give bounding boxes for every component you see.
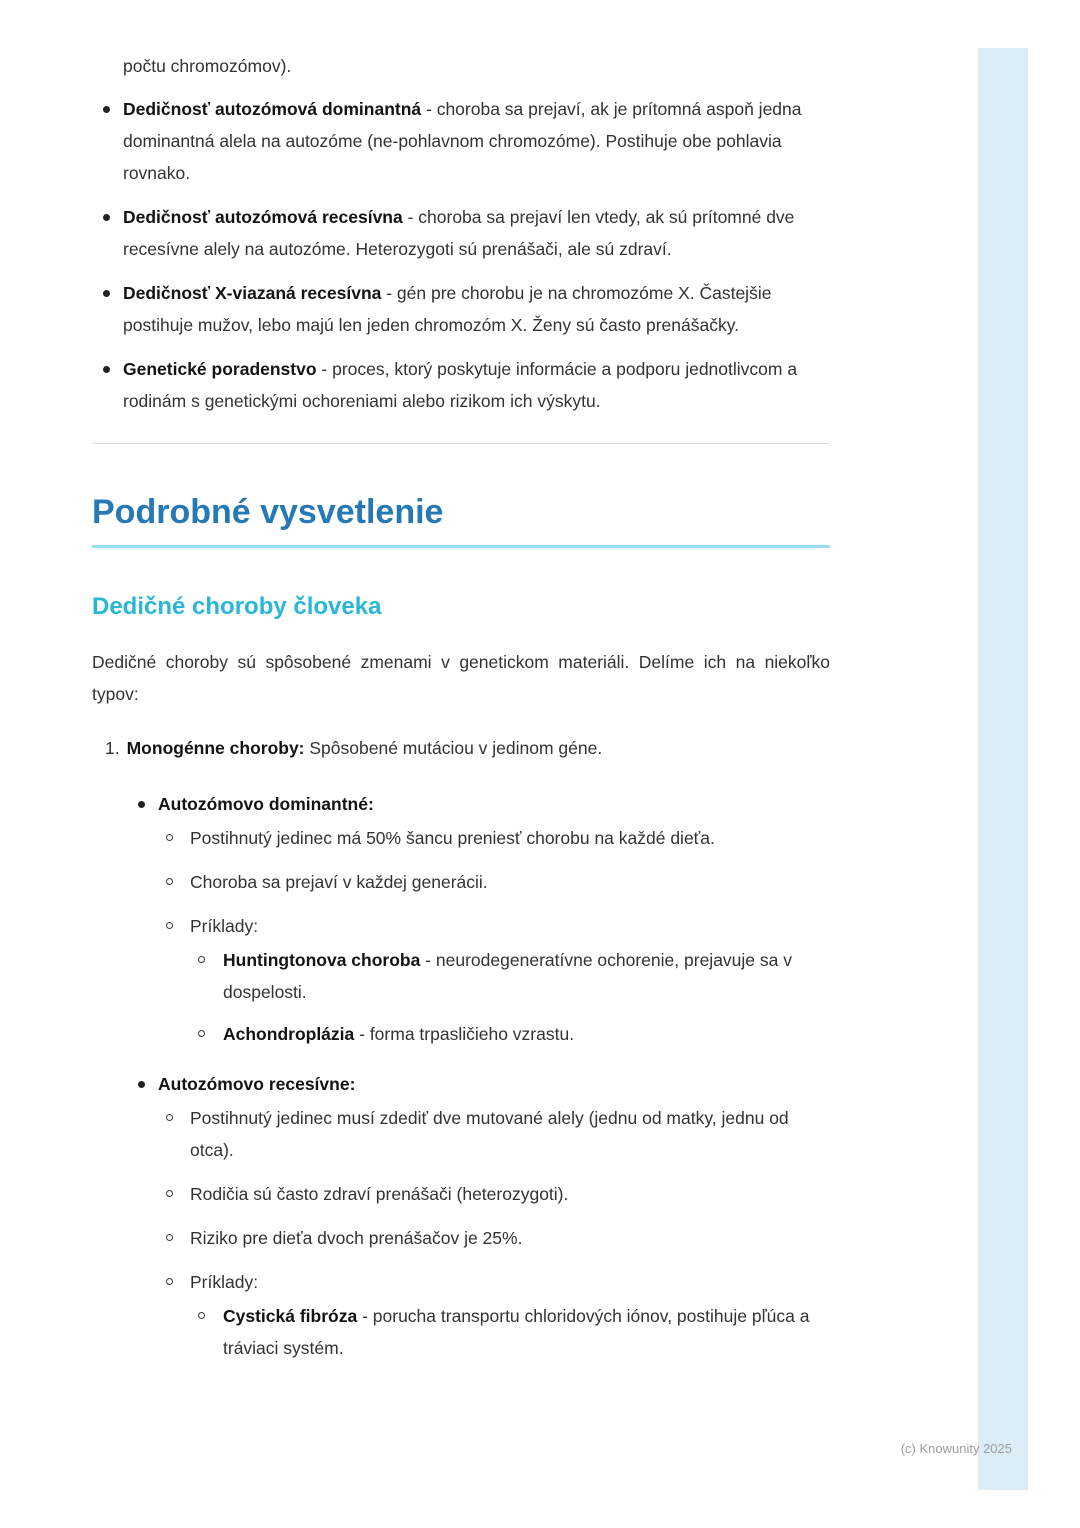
point-item bbox=[158, 822, 830, 854]
point-text: Choroba sa prejaví v každej generácii. bbox=[190, 872, 488, 892]
definition-item bbox=[92, 277, 830, 341]
group-title: Autozómovo recesívne: bbox=[158, 1074, 356, 1094]
example-text: - forma trpasličieho vzrastu. bbox=[354, 1024, 575, 1044]
example-term: Cystická fibróza bbox=[223, 1306, 358, 1326]
point-text: Rodičia sú často zdraví prenášači (heterozygoti). bbox=[190, 1184, 569, 1204]
group-item-dominant bbox=[92, 788, 830, 1050]
point-item bbox=[158, 1102, 830, 1166]
paragraph-fragment: počtu chromozómov). bbox=[123, 56, 292, 76]
point-item bbox=[158, 866, 830, 898]
document-content bbox=[92, 50, 830, 1382]
point-text: Postihnutý jedinec musí zdediť dve mutované alely (jednu od matky, jednu od otca). bbox=[190, 1108, 789, 1160]
group-points-list bbox=[158, 1102, 830, 1364]
examples-list bbox=[190, 1300, 830, 1364]
group-item-recessive bbox=[92, 1068, 830, 1364]
definition-item bbox=[92, 353, 830, 417]
definitions-list bbox=[92, 93, 830, 417]
definition-term: Genetické poradenstvo bbox=[123, 359, 317, 379]
example-item bbox=[190, 1300, 830, 1364]
definition-text: - choroba sa prejaví len vtedy, ak sú prítomné dve recesívne alely na autozóme. Heterozygoti sú prenášači, ale sú zdraví. bbox=[123, 207, 795, 259]
example-item bbox=[190, 944, 830, 1008]
definition-term: Dedičnosť autozómová dominantná bbox=[123, 99, 422, 119]
definition-term: Dedičnosť X-viazaná recesívna bbox=[123, 283, 382, 303]
examples-list bbox=[190, 944, 830, 1050]
point-item bbox=[158, 1178, 830, 1210]
intro-paragraph: Dedičné choroby sú spôsobené zmenami v genetickom materiáli. Delíme ich na niekoľko typov: bbox=[92, 652, 830, 704]
example-term: Huntingtonova choroba bbox=[223, 950, 421, 970]
item-number: 1. bbox=[105, 738, 120, 758]
point-text: Riziko pre dieťa dvoch prenášačov je 25%. bbox=[190, 1228, 523, 1248]
point-item bbox=[158, 1222, 830, 1254]
definition-term: Dedičnosť autozómová recesívna bbox=[123, 207, 403, 227]
numbered-item-heading bbox=[92, 732, 830, 764]
numbered-list bbox=[92, 732, 830, 1364]
numbered-item-term: Monogénne choroby: bbox=[126, 738, 305, 758]
section-title: Podrobné vysvetlenie bbox=[92, 493, 444, 531]
group-title: Autozómovo dominantné: bbox=[158, 794, 374, 814]
example-text: - neurodegeneratívne ochorenie, prejavuje sa v dospelosti. bbox=[223, 950, 792, 1002]
definition-text: - gén pre chorobu je na chromozóme X. Častejšie postihuje mužov, lebo majú len jeden chromozóm X. Ženy sú často prenášačky. bbox=[123, 283, 772, 335]
definition-text: - choroba sa prejaví, ak je prítomná aspoň jedna dominantná alela na autozóme (ne-pohlavnom chromozóme). Postihuje obe pohlavia rovnako. bbox=[123, 99, 802, 183]
example-term: Achondroplázia bbox=[223, 1024, 355, 1044]
point-item-examples bbox=[158, 910, 830, 1050]
point-text: Postihnutý jedinec má 50% šancu preniesť chorobu na každé dieťa. bbox=[190, 828, 715, 848]
example-item bbox=[190, 1018, 830, 1050]
examples-label: Príklady: bbox=[190, 1272, 259, 1292]
group-points-list bbox=[158, 822, 830, 1050]
copyright-text: (c) Knowunity 2025 bbox=[900, 1441, 1012, 1456]
definition-text: - proces, ktorý poskytuje informácie a podporu jednotlivcom a rodinám s genetickými ochoreniami alebo rizikom ich výskytu. bbox=[123, 359, 798, 411]
section-title-underline bbox=[92, 545, 830, 548]
point-item-examples bbox=[158, 1266, 830, 1364]
subsection-title: Dedičné choroby človeka bbox=[92, 593, 382, 620]
examples-label: Príklady: bbox=[190, 916, 259, 936]
example-text: - porucha transportu chloridových iónov, postihuje pľúca a tráviaci systém. bbox=[223, 1306, 810, 1358]
inheritance-groups-list bbox=[92, 788, 830, 1364]
section-divider bbox=[92, 443, 830, 444]
numbered-item-text: Spôsobené mutáciou v jedinom géne. bbox=[304, 738, 603, 758]
definition-item bbox=[92, 201, 830, 265]
decorative-side-strip bbox=[978, 48, 1028, 1490]
definition-item bbox=[92, 93, 830, 189]
